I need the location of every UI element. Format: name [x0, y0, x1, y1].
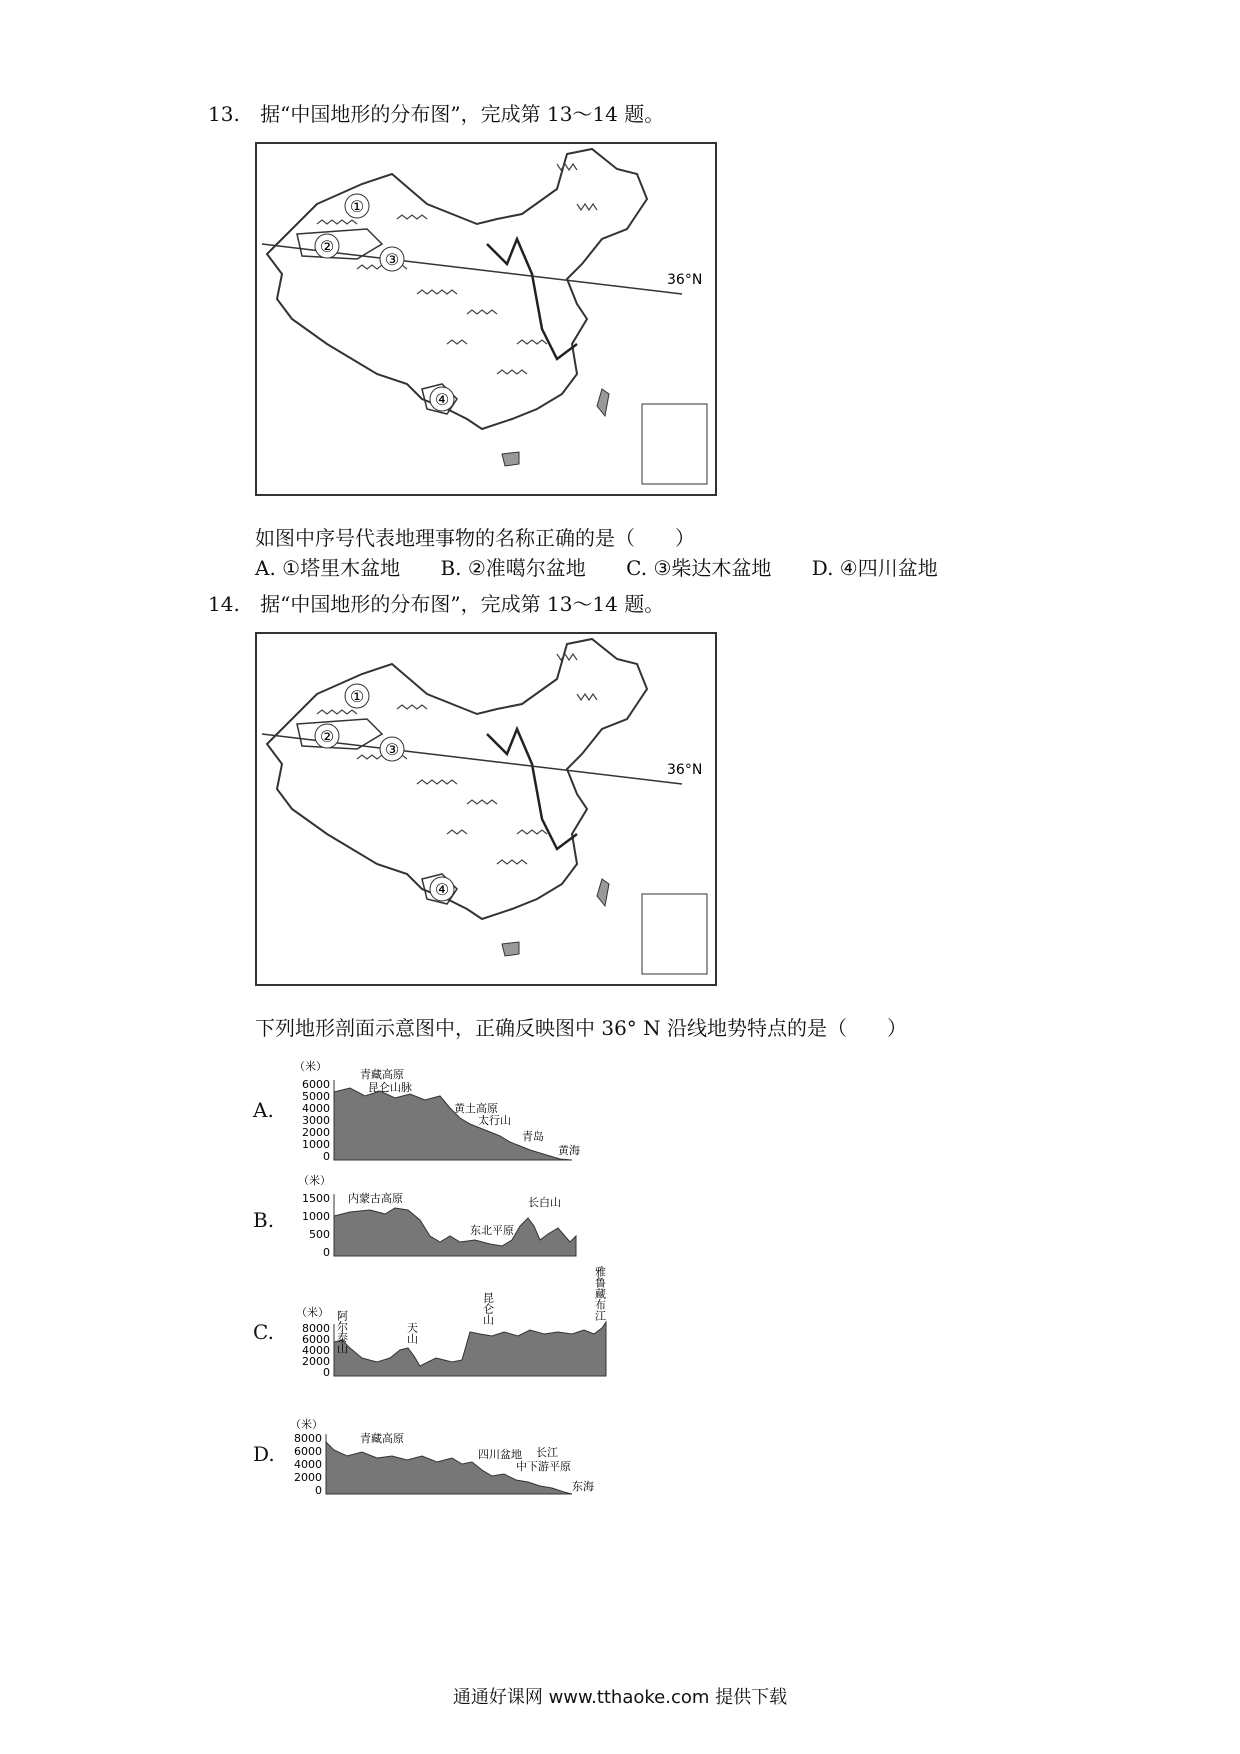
latitude-label: 36°N: [667, 272, 703, 288]
profile-a-svg: [290, 1058, 620, 1178]
label: 黄土高原: [454, 1102, 498, 1115]
china-terrain-map-2: [255, 632, 717, 986]
china-terrain-map-1-svg: [257, 144, 715, 494]
profile-a-ticks: [302, 1078, 330, 1163]
profile-d-option[interactable]: D.: [253, 1442, 275, 1466]
q13-options: [255, 552, 972, 581]
label: 阿尔泰山: [335, 1310, 349, 1354]
tick: 6000: [302, 1333, 330, 1346]
marker-1: ①: [349, 687, 365, 706]
tick: 8000: [302, 1322, 330, 1335]
taiwan-island: [597, 389, 609, 416]
latitude-label: 36°N: [667, 762, 703, 778]
q14-stem: 据“中国地形的分布图”，完成第 13～14 题。: [260, 592, 665, 616]
label: 青藏高原: [360, 1068, 404, 1081]
step-boundary: [487, 729, 577, 849]
tick: 4000: [302, 1344, 330, 1357]
hainan-island: [502, 942, 519, 956]
profile-c-svg: [272, 1262, 617, 1387]
hainan-island: [502, 452, 519, 466]
tick: 5000: [302, 1090, 330, 1103]
china-terrain-map-1: [255, 142, 717, 496]
q13-option-b[interactable]: B. ②准噶尔盆地: [440, 556, 586, 580]
tick: 0: [315, 1484, 322, 1497]
tick: 3000: [302, 1114, 330, 1127]
label: 天山: [405, 1322, 419, 1344]
q13-question: 如图中序号代表地理事物的名称正确的是（ ）: [255, 526, 695, 550]
q14-number: 14.: [208, 592, 240, 616]
label: 长江: [536, 1446, 558, 1459]
profile-a-terrain: [334, 1088, 572, 1160]
q13-number: 13.: [208, 102, 240, 126]
label: 昆仑山脉: [368, 1081, 412, 1094]
label: 内蒙古高原: [348, 1192, 403, 1205]
tick: 6000: [302, 1078, 330, 1091]
profile-d-unit: （米）: [290, 1418, 323, 1431]
label: 东海: [572, 1480, 594, 1493]
label: 昆仑山: [481, 1292, 495, 1325]
label: 青藏高原: [360, 1432, 404, 1445]
tick: 1500: [302, 1192, 330, 1205]
q13-option-d[interactable]: D. ④四川盆地: [811, 556, 938, 580]
basin-2-outline: [297, 719, 382, 749]
page-footer: 通通好课网 www.tthaoke.com 提供下载: [452, 1687, 788, 1708]
profile-a: [290, 1058, 620, 1182]
tick: 500: [309, 1228, 330, 1241]
profile-b-svg: [290, 1170, 620, 1275]
basin-2-outline: [297, 229, 382, 259]
tick: 1000: [302, 1210, 330, 1223]
profile-a-option[interactable]: A.: [253, 1098, 274, 1122]
marker-2: ②: [319, 237, 335, 256]
map-markers: [315, 684, 454, 901]
tick: 2000: [302, 1355, 330, 1368]
tick: 4000: [294, 1458, 322, 1471]
marker-3: ③: [384, 250, 400, 269]
profile-d-ticks: [294, 1432, 322, 1497]
map-markers: [315, 194, 454, 411]
label: 东北平原: [470, 1224, 514, 1237]
profile-c-option[interactable]: C.: [253, 1320, 274, 1344]
label: 青岛: [522, 1130, 544, 1143]
profile-d-svg: [272, 1412, 617, 1512]
china-outline: [267, 149, 647, 429]
china-terrain-map-2-svg: [257, 634, 715, 984]
marker-2: ②: [319, 727, 335, 746]
label: 雅鲁藏布江: [593, 1266, 607, 1321]
tick: 1000: [302, 1138, 330, 1151]
profile-c: [272, 1262, 617, 1391]
profile-d: [272, 1412, 617, 1516]
marker-3: ③: [384, 740, 400, 759]
tick: 0: [323, 1366, 330, 1379]
tick: 0: [323, 1246, 330, 1259]
marker-4: ④: [434, 880, 450, 899]
label: 中下游平原: [516, 1460, 571, 1473]
step-boundary: [487, 239, 577, 359]
south-china-sea-inset: [642, 404, 707, 484]
tick: 8000: [294, 1432, 322, 1445]
tick: 2000: [294, 1471, 322, 1484]
q14-stem-line: [208, 588, 664, 617]
label: 太行山: [478, 1114, 511, 1127]
profile-b-option[interactable]: B.: [253, 1208, 275, 1232]
profile-a-unit: （米）: [294, 1060, 327, 1073]
q13-stem-line: [208, 98, 664, 127]
label: 黄海: [558, 1144, 580, 1157]
profile-c-terrain: [334, 1322, 606, 1376]
tick: 6000: [294, 1445, 322, 1458]
china-outline: [267, 639, 647, 919]
marker-1: ①: [349, 197, 365, 216]
label: 四川盆地: [478, 1448, 522, 1461]
q13-stem: 据“中国地形的分布图”，完成第 13～14 题。: [260, 102, 665, 126]
tick: 2000: [302, 1126, 330, 1139]
q13-option-c[interactable]: C. ③柴达木盆地: [626, 556, 772, 580]
profile-c-ticks: [302, 1322, 330, 1379]
q13-option-a[interactable]: A. ①塔里木盆地: [255, 556, 401, 580]
marker-4: ④: [434, 390, 450, 409]
south-china-sea-inset: [642, 894, 707, 974]
label: 长白山: [528, 1196, 561, 1209]
profile-b-terrain: [334, 1208, 576, 1256]
profile-b-unit: （米）: [298, 1174, 331, 1187]
profile-c-unit: （米）: [296, 1306, 329, 1319]
q14-question: 下列地形剖面示意图中，正确反映图中 36° N 沿线地势特点的是（ ）: [255, 1016, 908, 1040]
taiwan-island: [597, 879, 609, 906]
profile-b-ticks: [302, 1192, 330, 1259]
tick: 4000: [302, 1102, 330, 1115]
tick: 0: [323, 1150, 330, 1163]
